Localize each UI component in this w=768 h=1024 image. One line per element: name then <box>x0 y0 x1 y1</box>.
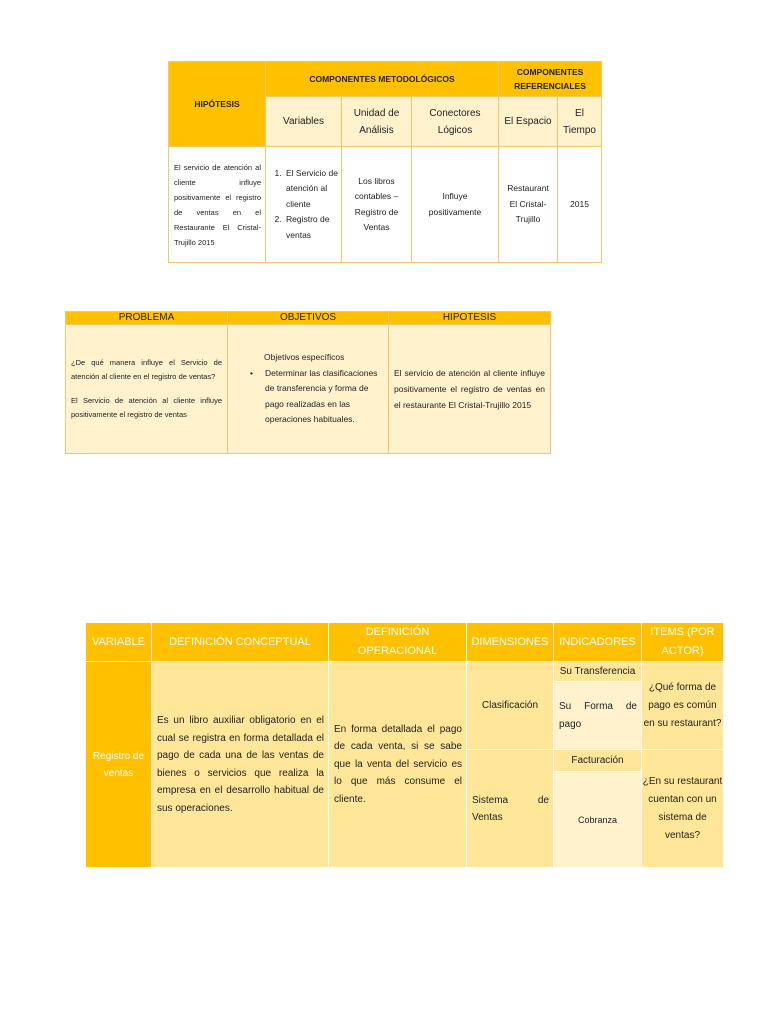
hipotesis-cell: El servicio de atención al cliente influye positivamente el registro de ventas en el restaurante El Cristal-Trujillo 2015 <box>389 325 551 454</box>
dimension-clasificacion: Clasificación <box>467 662 554 750</box>
conectores-cell: Influye positivamente <box>412 147 499 263</box>
tiempo-cell: 2015 <box>558 147 602 263</box>
def-conceptual-header: DEFINICIÓN CONCEPTUAL <box>152 623 329 662</box>
def-operacional-cell: En forma detallada el pago de cada venta, si se sabe que la venta del servicio es lo que más consume el cliente. <box>329 662 467 868</box>
dimension-sistema-ventas <box>467 750 554 868</box>
metodologicos-header: COMPONENTES METODOLÓGICOS <box>266 62 499 97</box>
items-header: ITEMS (POR ACTOR) <box>642 623 724 662</box>
variable-item: 2. Registro de ventas <box>284 212 339 243</box>
indicator-facturacion: Facturación <box>554 750 642 772</box>
hipotesis-cell: El servicio de atención al cliente influye positivamente el registro de ventas en el Restaurante El Cristal-Trujillo 2015 <box>169 147 266 263</box>
referenciales-header: COMPONENTES REFERENCIALES <box>499 62 602 97</box>
dimension-sistema-ventas-label: Sistema de Ventas <box>472 794 549 823</box>
variable-operationalization-table <box>85 622 724 868</box>
problem-objectives-table <box>65 311 551 454</box>
tiempo-subheader: El Tiempo <box>558 97 602 147</box>
unidad-subheader: Unidad de Análisis <box>342 97 412 147</box>
objetivos-header: OBJETIVOS <box>228 312 389 325</box>
indicator-transferencia: Su Transferencia <box>554 662 642 682</box>
variables-subheader: Variables <box>266 97 342 147</box>
item-question-1: ¿Qué forma de pago es común en su restaurant? <box>642 662 724 750</box>
indicadores-header: INDICADORES <box>554 623 642 662</box>
problema-header: PROBLEMA <box>66 312 228 325</box>
def-conceptual-cell: Es un libro auxiliar obligatorio en el cual se registra en forma detallada el pago de cada una de las ventas de bienes o servicios que realiza la empresa en el desarrollo habitual de sus operaciones. <box>152 662 329 868</box>
hypothesis-components-table <box>168 61 602 263</box>
unidad-cell: Los libros contables – Registro de Ventas <box>342 147 412 263</box>
indicator-cobranza: Cobranza <box>554 772 642 868</box>
variable-item: 1. El Servicio de atención al cliente <box>284 166 339 213</box>
hipotesis-header-label: HIPÓTESIS <box>194 99 240 109</box>
espacio-subheader: El Espacio <box>499 97 558 147</box>
problema-statement: El Servicio de atención al cliente influye positivamente el registro de ventas <box>71 395 222 419</box>
objetivo-item: • Determinar las clasificaciones de transferencia y forma de pago realizadas en las operaciones habituales. <box>265 366 378 428</box>
hipotesis-header: HIPOTESIS <box>389 312 551 325</box>
problema-cell <box>66 325 228 454</box>
variables-cell <box>266 147 342 263</box>
conectores-subheader: Conectores Lógicos <box>412 97 499 147</box>
espacio-cell: Restaurant El Cristal-Trujillo <box>499 147 558 263</box>
objetivos-cell <box>228 325 389 454</box>
objetivos-title: Objetivos específicos <box>264 352 345 363</box>
item-question-2: ¿En su restaurant cuentan con un sistema de ventas? <box>642 750 724 868</box>
dimensiones-header: DIMENSIONES <box>467 623 554 662</box>
problema-question: ¿De qué manera influye el Servicio de atención al cliente en el registro de ventas? <box>71 357 222 381</box>
indicator-forma-pago: Su Forma de pago <box>554 682 642 750</box>
variable-header: VARIABLE <box>86 623 152 662</box>
hipotesis-header <box>169 62 266 147</box>
variable-cell: Registro de ventas <box>86 662 152 868</box>
def-operacional-header: DEFINICIÓN OPERACIONAL <box>329 623 467 662</box>
